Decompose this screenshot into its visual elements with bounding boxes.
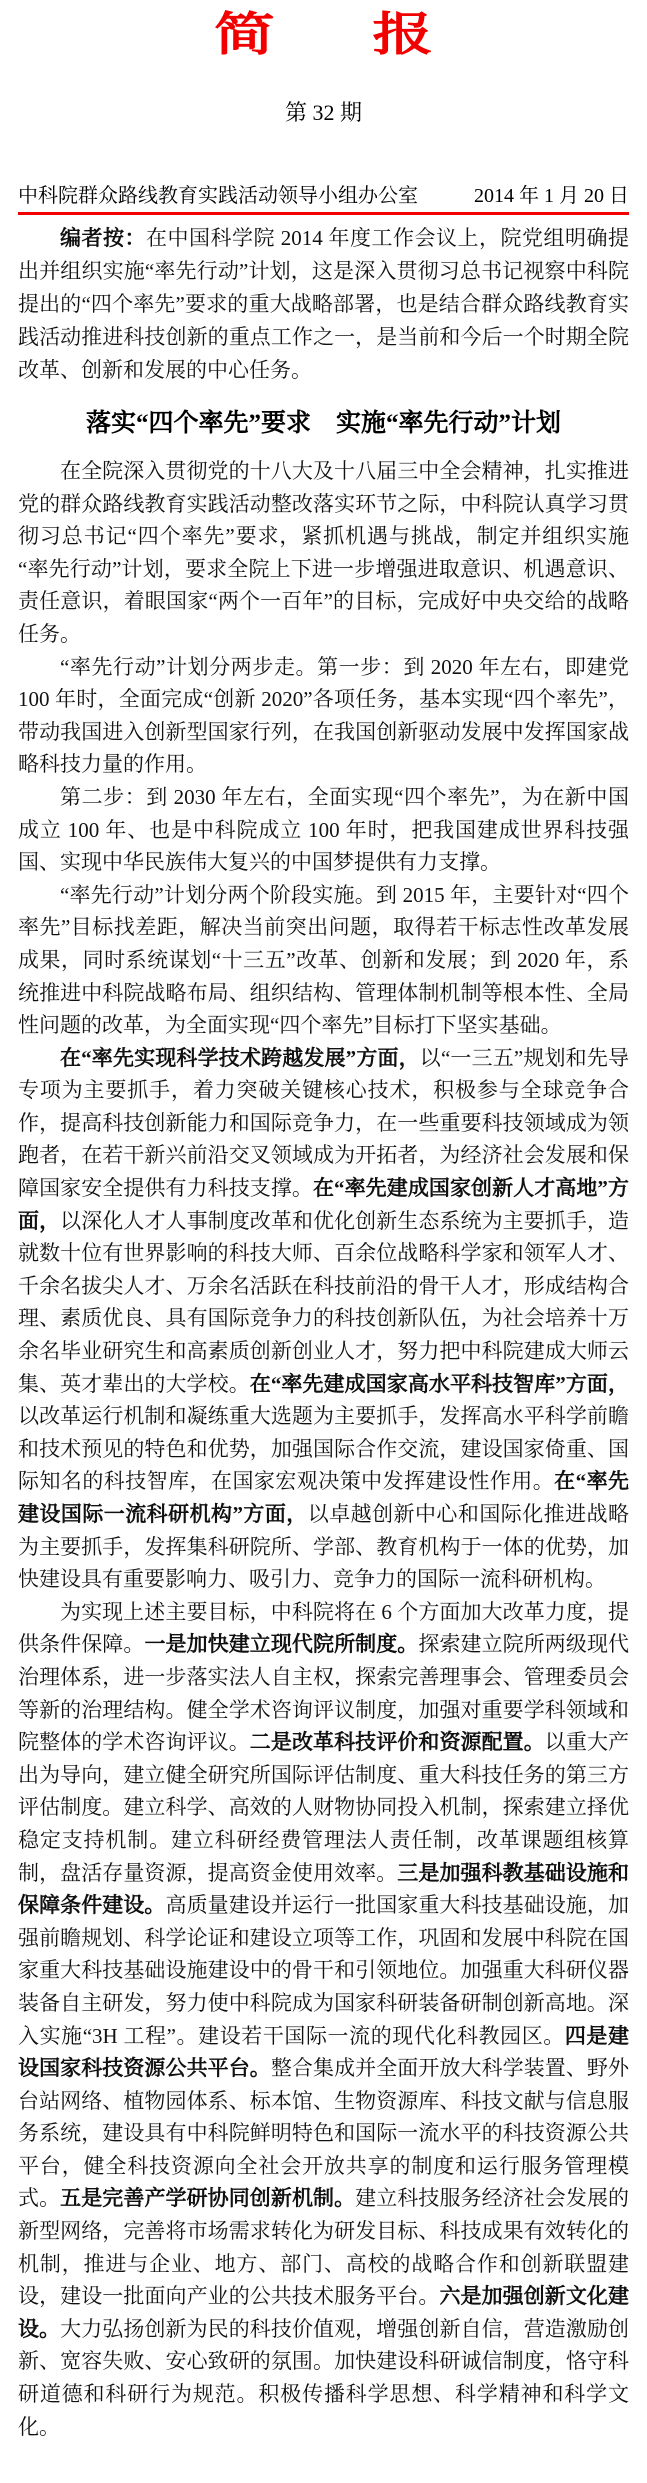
article-body xyxy=(18,455,629,2443)
text-run: 建立科技服务经济社会发展的新型网络，完善将市场需求转化为研发目标、科技成果有效转化的机制，推进与企业、地方、部门、高校的战略合作和创新联盟建设，建设一批面向产业的公共技术服务平台。 xyxy=(18,2186,630,2309)
text-run: 在全院深入贯彻党的十八大及十八届三中全会精神，扎实推进党的群众路线教育实践活动整改落实环节之际，中科院认真学习贯彻习总书记“四个率先”要求，紧抓机遇与挑战，制定并组织实施“率先行动”计划，要求全院上下进一步增强进取意识、机遇意识、责任意识，着眼国家“两个一百年”的目标，完成好中央交给的战略任务。 xyxy=(18,459,629,646)
text-run: 以重大产出为导向，建立健全研究所国际评估制度、重大科技任务的第三方评估制度。建立科学、高效的人财物协同投入机制，探索建立择优稳定支持机制。建立科研经费管理法人责任制，改革课题组核算制，盘活存量资源，提高资金使用效率。 xyxy=(18,1730,630,1885)
text-run: 第二步：到 2030 年左右，全面实现“四个率先”，为在新中国成立 100 年、也是中科院成立 100 年时，把我国建成世界科技强国、实现中华民族伟大复兴的中国梦提供有力支撑。 xyxy=(18,784,629,875)
paragraph xyxy=(18,455,629,651)
issue-date: 2014 年 1 月 20 日 xyxy=(474,185,629,207)
text-run: “率先行动”计划分两步走。第一步：到 2020 年左右，即建党 100 年时，全面完成“创新 2020”各项任务，基本实现“四个率先”，带动我国进入创新型国家行列，在我国创新驱动发展中发挥国家战略科技力量的作用。 xyxy=(18,654,629,777)
text-run: 为实现上述主要目标，中科院将在 6 个方面加大改革力度，提供条件保障。 xyxy=(18,1599,629,1657)
bold-run: 三是加强科教基础设施和保障条件建设。 xyxy=(18,1860,630,1918)
text-run: 探索建立院所两级现代治理体系，进一步落实法人自主权，探索完善理事会、管理委员会等新的治理结构。健全学术咨询评议制度，加强对重要学科领域和院整体的学术咨询评议。 xyxy=(18,1632,630,1755)
text-run: 以深化人才人事制度改革和优化创新生态系统为主要抓手，造就数十位有世界影响的科技大师、百余位战略科学家和领军人才、千余名拔尖人才、万余名活跃在科技前沿的骨干人才，形成结构合理、素质优良、具有国际竞争力的科技创新队伍，为社会培养十万余名毕业研究生和高素质创新创业人才，努力把中科院建成大师云集、英才辈出的大学校。 xyxy=(18,1208,630,1396)
text-run: “率先行动”计划分两个阶段实施。到 2015 年，主要针对“四个率先”目标找差距，解决当前突出问题，取得若干标志性改革发展成果，同时系统谋划“十三五”改革、创新和发展；到 2020 年，系统推进中科院战略布局、组织结构、管理体制机制等根本性、全局性问题的改革，为全面实现“四个率先”目标打下坚实基础。 xyxy=(18,882,629,1038)
editor-note-text: 在中国科学院 2014 年度工作会议上，院党组明确提出并组织实施“率先行动”计划，这是深入贯彻习总书记视察中科院提出的“四个率先”要求的重大战略部署，也是结合群众路线教育实践活动推进科技创新的重点工作之一，是当前和今后一个时期全院改革、创新和发展的中心任务。 xyxy=(18,226,629,382)
text-run: 整合集成并全面开放大科学装置、野外台站网络、植物园体系、标本馆、生物资源库、科技文献与信息服务系统，建设具有中科院鲜明特色和国际一流水平的科技资源公共平台，健全科技资源向全社会开放共享的制度和运行服务管理模式。 xyxy=(18,2056,630,2211)
issuing-organization: 中科院群众路线教育实践活动领导小组办公室 xyxy=(18,185,418,207)
bold-run: 四是建设国家科技资源公共平台。 xyxy=(18,2023,630,2081)
bold-run: 六是加强创新文化建设。 xyxy=(18,2284,630,2341)
editor-note xyxy=(18,222,629,387)
article-headline: 落实“四个率先”要求 实施“率先行动”计划 xyxy=(85,410,561,437)
issue-number: 第 32 期 xyxy=(284,100,362,125)
paragraph xyxy=(18,1042,629,1596)
paragraph xyxy=(18,781,629,879)
bold-run: 一是加快建立现代院所制度。 xyxy=(144,1632,419,1657)
bold-run: 在“率先建成国家高水平科技智库”方面， xyxy=(249,1371,630,1396)
text-run: 以卓越创新中心和国际化推进战略为主要抓手，发挥集科研院所、学部、教育机构于一体的优势，加快建设具有重要影响力、吸引力、竞争力的国际一流科研机构。 xyxy=(18,1502,629,1592)
bold-run: 在“率先实现科学技术跨越发展”方面， xyxy=(60,1045,420,1070)
paragraph xyxy=(18,1596,629,2443)
text-run: 高质量建设并运行一批国家重大科技基础设施，加强前瞻规划、科学论证和建设立项等工作，巩固和发展中科院在国家重大科技基础设施建设中的骨干和引领地位。加强重大科研仪器装备自主研发，努力使中科院成为国家科研装备研制创新高地。深入实施“3H 工程”。建设若干国际一流的现代化科教园区。 xyxy=(18,1893,629,2048)
text-run: 大力弘扬创新为民的科技价值观，增强创新自信，营造激励创新、宽容失败、安心致研的氛围。加快建设科研诚信制度，恪守科研道德和科研行为规范。积极传播科学思想、科学精神和科学文化。 xyxy=(18,2316,630,2439)
text-run: 以“一三五”规划和先导专项为主要抓手，着力突破关键核心技术，积极参与全球竞争合作，提高科技创新能力和国际竞争力，在一些重要科技领域成为领跑者，在若干新兴前沿交叉领域成为开拓者，为经济社会发展和保障国家安全提供有力科技支撑。 xyxy=(18,1045,629,1201)
paragraph xyxy=(18,879,629,1042)
bold-run: 五是完善产学研协同创新机制。 xyxy=(60,2186,356,2211)
masthead-title: 简 报 xyxy=(213,8,452,60)
header-rule-row xyxy=(18,184,629,215)
text-run: 以改革运行机制和凝练重大选题为主要抓手，发挥高水平科学前瞻和技术预见的特色和优势，加强国际合作交流，建设国家倚重、国际知名的科技智库，在国家宏观决策中发挥建设性作用。 xyxy=(18,1404,629,1494)
bold-run: 二是改革科技评价和资源配置。 xyxy=(249,1730,545,1755)
bold-run: 在“率先建设国际一流科研机构”方面， xyxy=(18,1469,630,1526)
editor-note-label: 编者按： xyxy=(60,226,146,250)
paragraph xyxy=(18,651,629,781)
bold-run: 在“率先建成国家创新人才高地”方面， xyxy=(18,1176,630,1233)
